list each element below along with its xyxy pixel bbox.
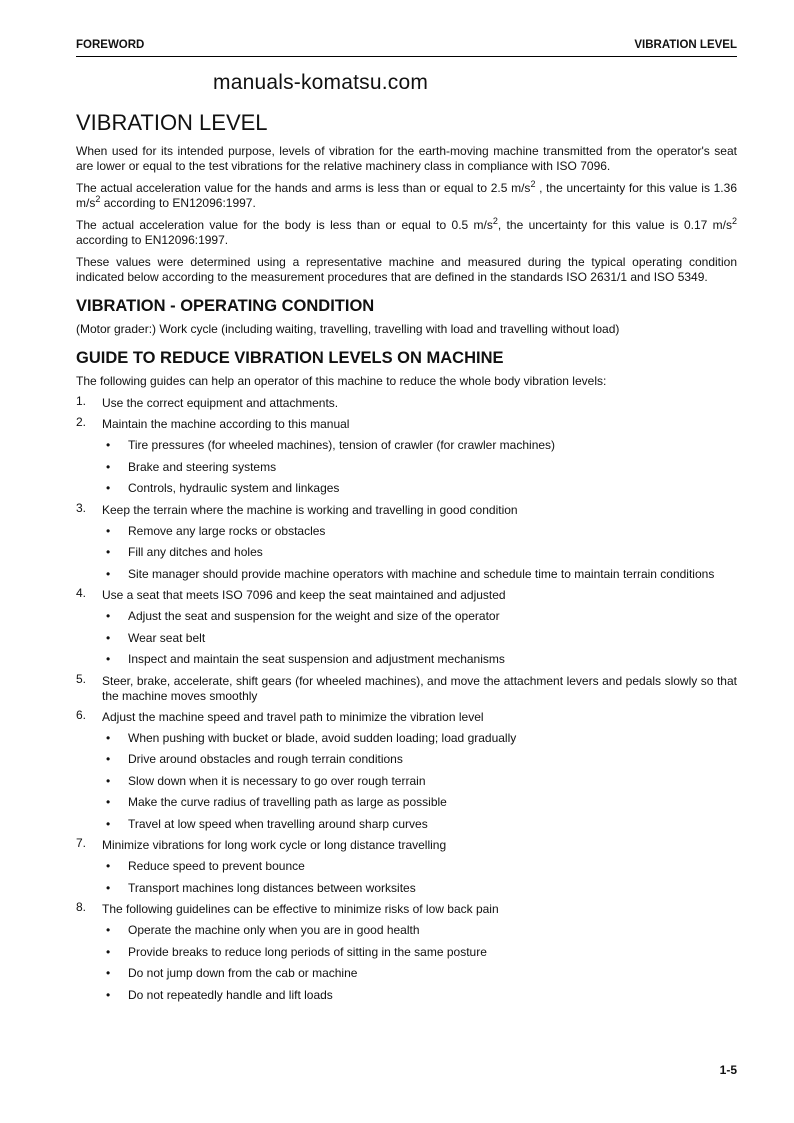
- bullet-text: Make the curve radius of travelling path as large as possible: [128, 795, 447, 809]
- bullet-icon: •: [106, 816, 111, 831]
- item-number: 8.: [76, 900, 87, 914]
- item-number: 4.: [76, 586, 87, 600]
- content: [76, 110, 737, 1009]
- item-text: Use a seat that meets ISO 7096 and keep the seat maintained and adjusted: [102, 588, 506, 602]
- guide-item: [76, 707, 737, 725]
- text: The actual acceleration value for the body is less than or equal to 0.5 m/s: [76, 218, 493, 232]
- guide-bullet: [76, 481, 737, 496]
- superscript: 2: [731, 216, 737, 226]
- text: according to EN12096:1997.: [100, 196, 256, 210]
- item-number: 3.: [76, 500, 87, 515]
- bullet-icon: •: [106, 459, 111, 474]
- section-heading-guide: GUIDE TO REDUCE VIBRATION LEVELS ON MACHINE: [76, 349, 504, 367]
- guide-bullet: [76, 545, 737, 560]
- item-text: Use the correct equipment and attachments.: [102, 396, 339, 410]
- bullet-icon: •: [106, 987, 111, 1002]
- guide-intro: The following guides can help an operator of this machine to reduce the whole body vibration levels:: [76, 374, 607, 388]
- bullet-text: Wear seat belt: [128, 630, 206, 645]
- superscript: 2: [95, 194, 101, 204]
- bullet-icon: •: [106, 880, 111, 895]
- guide-bullet: [76, 460, 737, 475]
- item-number: 2.: [76, 415, 87, 429]
- guide-bullet: [76, 795, 737, 810]
- item-number: 7.: [76, 836, 87, 850]
- guide-bullet: [76, 966, 737, 981]
- item-number: 1.: [76, 394, 87, 408]
- bullet-icon: •: [106, 566, 111, 581]
- bullet-icon: •: [106, 730, 111, 745]
- guide-bullet: [76, 438, 737, 453]
- bullet-icon: •: [106, 923, 111, 937]
- bullet-icon: •: [106, 859, 111, 873]
- bullet-icon: •: [106, 652, 111, 666]
- guide-bullet: [76, 752, 737, 767]
- item-text: Adjust the machine speed and travel path to minimize the vibration level: [102, 709, 484, 724]
- bullet-text: Inspect and maintain the seat suspension and adjustment mechanisms: [128, 652, 505, 666]
- bullet-text: Provide breaks to reduce long periods of sitting in the same posture: [128, 944, 487, 959]
- bullet-text: Travel at low speed when travelling around sharp curves: [128, 816, 428, 831]
- page-title: VIBRATION LEVEL: [76, 110, 268, 135]
- section-heading-operating-condition: VIBRATION - OPERATING CONDITION: [76, 297, 375, 315]
- guide-bullet: [76, 859, 737, 874]
- text: , the uncertainty for this value is 0.17 m/s: [497, 218, 732, 232]
- bullet-icon: •: [106, 609, 111, 623]
- guide-bullet: [76, 731, 737, 746]
- bullet-icon: •: [106, 944, 111, 959]
- guide-item: [76, 396, 737, 411]
- bullet-text: Site manager should provide machine operators with machine and schedule time to maintain terrain conditions: [128, 566, 715, 581]
- guide-bullet: [76, 652, 737, 667]
- bullet-icon: •: [106, 630, 111, 645]
- bullet-text: Tire pressures (for wheeled machines), tension of crawler (for crawler machines): [128, 438, 556, 452]
- bullet-icon: •: [106, 523, 111, 538]
- bullet-text: Do not repeatedly handle and lift loads: [128, 987, 333, 1002]
- item-text: Steer, brake, accelerate, shift gears (for wheeled machines), and move the attachment levers and pedals slowly so that the machine moves smoothly: [102, 673, 737, 703]
- guide-bullet: [76, 817, 737, 832]
- superscript: 2: [530, 179, 536, 189]
- item-text: Minimize vibrations for long work cycle or long distance travelling: [102, 838, 447, 852]
- guide-bullet: [76, 774, 737, 789]
- item-number: 6.: [76, 707, 87, 722]
- text: The actual acceleration value for the hands and arms is less than or equal to 2.5 m/s: [76, 181, 531, 195]
- bullet-icon: •: [106, 795, 111, 809]
- guide-bullet: [76, 609, 737, 624]
- bullet-icon: •: [106, 545, 111, 559]
- bullet-icon: •: [106, 752, 111, 766]
- guide-item: [76, 588, 737, 603]
- item-number: 5.: [76, 671, 87, 686]
- bullet-text: Transport machines long distances between worksites: [128, 880, 416, 895]
- bullet-text: Controls, hydraulic system and linkages: [128, 481, 340, 495]
- header-right: VIBRATION LEVEL: [634, 39, 737, 51]
- operating-condition-text: (Motor grader:) Work cycle (including waiting, travelling, travelling with load and travelling without load): [76, 322, 620, 336]
- guide-bullet: [76, 881, 737, 896]
- guide-bullet: [76, 945, 737, 960]
- guide-bullet: [76, 988, 737, 1003]
- guide-item: [76, 671, 737, 704]
- page-header: [76, 38, 737, 57]
- text: , the uncertainty for this value is 1.36 m/s: [76, 181, 737, 210]
- item-text: The following guidelines can be effective to minimize risks of low back pain: [102, 902, 499, 916]
- guide-bullet: [76, 567, 737, 582]
- paragraph-method: These values were determined using a representative machine and measured during the typical operating condition indicated below according to the measurement procedures that are defined in the standards ISO 2631/1 and ISO 5349.: [76, 255, 737, 284]
- header-left: FOREWORD: [76, 39, 145, 51]
- guide-item: [76, 500, 737, 518]
- bullet-text: Remove any large rocks or obstacles: [128, 523, 326, 538]
- bullet-icon: •: [106, 438, 111, 452]
- bullet-icon: •: [106, 966, 111, 980]
- bullet-text: Fill any ditches and holes: [128, 545, 263, 559]
- guide-item: [76, 902, 737, 917]
- bullet-text: Slow down when it is necessary to go over rough terrain: [128, 773, 426, 788]
- guide-item: [76, 838, 737, 853]
- guide-bullet: [76, 923, 737, 938]
- bullet-text: Drive around obstacles and rough terrain conditions: [128, 752, 403, 766]
- guide-list: [76, 396, 737, 1003]
- bullet-text: Do not jump down from the cab or machine: [128, 966, 358, 980]
- page-number: 1-5: [719, 1063, 737, 1077]
- bullet-text: When pushing with bucket or blade, avoid sudden loading; load gradually: [128, 730, 517, 745]
- text: according to EN12096:1997.: [76, 233, 229, 247]
- superscript: 2: [492, 216, 498, 226]
- bullet-text: Reduce speed to prevent bounce: [128, 859, 305, 873]
- bullet-icon: •: [106, 773, 111, 788]
- bullet-text: Brake and steering systems: [128, 459, 277, 474]
- item-text: Keep the terrain where the machine is working and travelling in good condition: [102, 502, 518, 517]
- guide-item: [76, 417, 737, 432]
- bullet-text: Adjust the seat and suspension for the weight and size of the operator: [128, 609, 500, 623]
- guide-bullet: [76, 524, 737, 539]
- paragraph-intro: When used for its intended purpose, levels of vibration for the earth-moving machine transmitted from the operator's seat are lower or equal to the test vibrations for the relative machinery class in compliance with ISO 7096.: [76, 144, 737, 173]
- paragraph-body: [76, 218, 737, 248]
- guide-bullet: [76, 631, 737, 646]
- paragraph-hands-arms: [76, 181, 737, 211]
- bullet-icon: •: [106, 481, 111, 495]
- item-text: Maintain the machine according to this manual: [102, 417, 350, 431]
- watermark: manuals-komatsu.com: [213, 71, 429, 94]
- bullet-text: Operate the machine only when you are in good health: [128, 923, 420, 937]
